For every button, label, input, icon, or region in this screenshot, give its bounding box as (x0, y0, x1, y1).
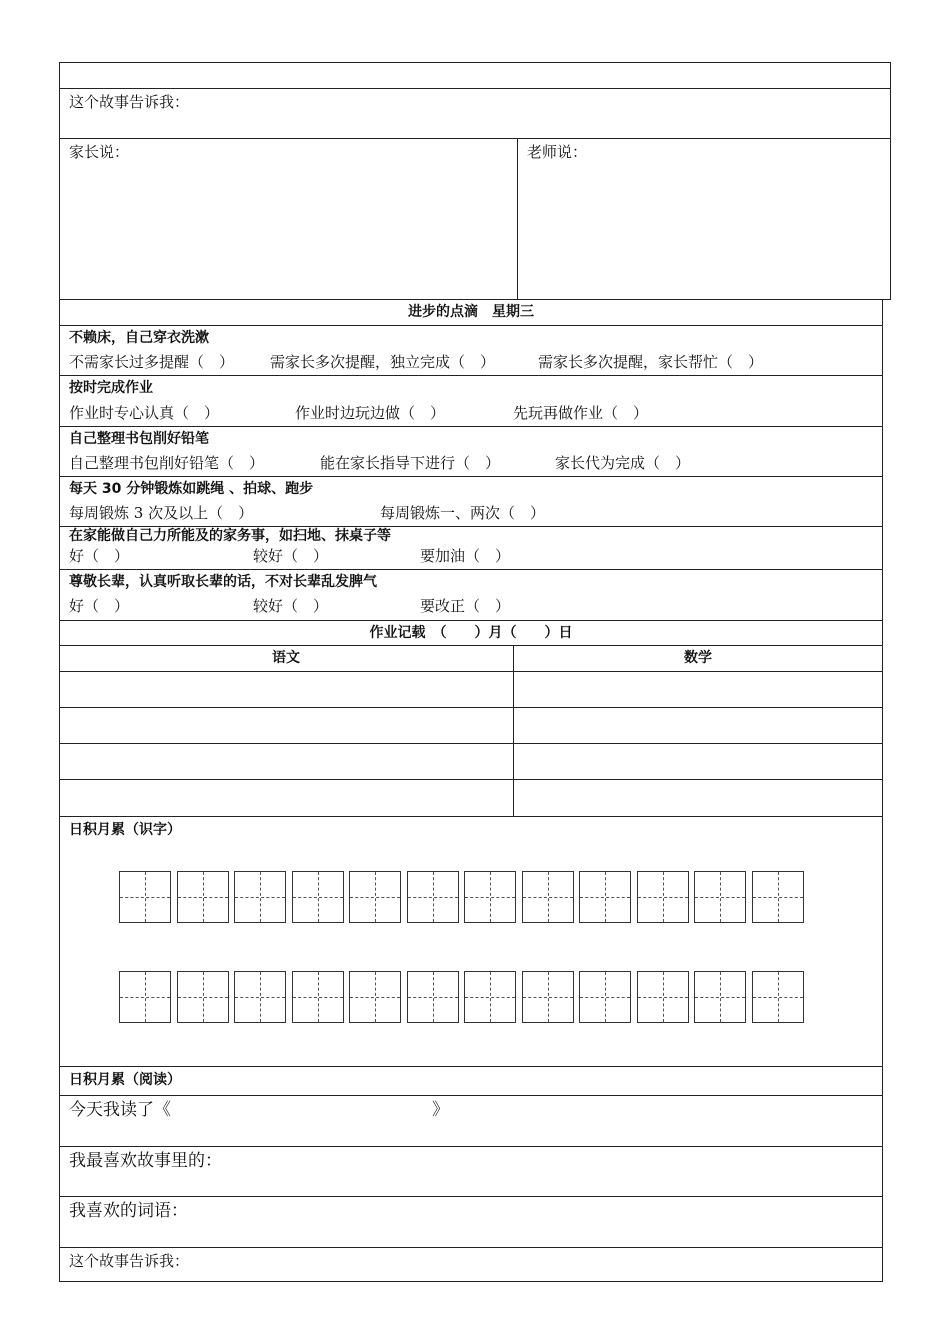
parent-comment-label: 家长说： (69, 143, 130, 161)
option-text: 自己整理书包削好铅笔（ ） (69, 454, 265, 472)
option-text: 要改正（ ） (420, 597, 511, 615)
section-heading: 每天 30 分钟锻炼如跳绳 、拍球、跑步 (69, 481, 314, 497)
option-text: 不需家长过多提醒（ ） (69, 353, 235, 371)
reading-title: 日积月累（阅读） (69, 1072, 181, 1088)
story-lesson-label-top: 这个故事告诉我： (69, 93, 190, 111)
character-box[interactable] (464, 871, 516, 923)
character-box[interactable] (349, 871, 401, 923)
divider (59, 645, 883, 646)
divider (59, 1247, 883, 1248)
book-title-close: 》 (432, 1100, 449, 1120)
option-text: 作业时专心认真（ ） (69, 404, 220, 422)
col-header-chinese: 语文 (272, 650, 300, 666)
divider (59, 325, 883, 326)
option-text: 需家长多次提醒，家长帮忙（ ） (538, 353, 764, 371)
character-box[interactable] (119, 971, 171, 1023)
character-box[interactable] (579, 871, 631, 923)
divider (59, 620, 883, 621)
section-heading: 不赖床，自己穿衣洗漱 (69, 330, 209, 346)
section-heading: 尊敬长辈，认真听取长辈的话，不对长辈乱发脾气 (69, 574, 377, 590)
divider (59, 138, 891, 139)
divider (59, 1066, 883, 1067)
divider (59, 1095, 883, 1096)
character-box[interactable] (407, 871, 459, 923)
section-heading: 按时完成作业 (69, 380, 153, 396)
divider (59, 816, 883, 817)
literacy-title: 日积月累（识字） (69, 822, 181, 838)
character-box[interactable] (694, 971, 746, 1023)
divider (59, 779, 883, 780)
option-text: 好（ ） (69, 547, 130, 565)
progress-title: 进步的点滴 星期三 (408, 304, 534, 320)
character-box[interactable] (694, 871, 746, 923)
option-text: 每周锻炼 3 次及以上（ ） (69, 504, 254, 522)
section-heading: 自己整理书包削好铅笔 (69, 431, 209, 447)
character-box[interactable] (752, 871, 804, 923)
story-lesson-label-bottom: 这个故事告诉我： (69, 1252, 190, 1270)
character-box[interactable] (752, 971, 804, 1023)
character-box[interactable] (292, 871, 344, 923)
character-box[interactable] (522, 971, 574, 1023)
favorite-words-label: 我喜欢的词语： (69, 1201, 188, 1221)
character-box[interactable] (119, 871, 171, 923)
divider (59, 569, 883, 570)
divider (59, 707, 883, 708)
divider (59, 743, 883, 744)
option-text: 作业时边玩边做（ ） (295, 404, 446, 422)
character-box[interactable] (637, 871, 689, 923)
character-box[interactable] (522, 871, 574, 923)
option-text: 较好（ ） (253, 597, 329, 615)
character-box[interactable] (637, 971, 689, 1023)
book-title-open: 今天我读了《 (69, 1100, 171, 1120)
favorite-label: 我最喜欢故事里的： (69, 1151, 222, 1171)
teacher-comment-label: 老师说： (527, 143, 588, 161)
character-box[interactable] (177, 871, 229, 923)
divider (59, 375, 883, 376)
divider (59, 1146, 883, 1147)
section-heading: 在家能做自己力所能及的家务事，如扫地、抹桌子等 (69, 528, 391, 544)
option-text: 较好（ ） (253, 547, 329, 565)
character-box[interactable] (579, 971, 631, 1023)
character-box[interactable] (234, 971, 286, 1023)
character-box[interactable] (177, 971, 229, 1023)
divider (517, 138, 518, 300)
homework-title: 作业记载 （ ）月（ ）日 (369, 625, 573, 641)
option-text: 需家长多次提醒，独立完成（ ） (270, 353, 496, 371)
character-box[interactable] (407, 971, 459, 1023)
option-text: 先玩再做作业（ ） (513, 404, 649, 422)
option-text: 能在家长指导下进行（ ） (320, 454, 501, 472)
character-box[interactable] (234, 871, 286, 923)
character-box[interactable] (349, 971, 401, 1023)
character-box[interactable] (292, 971, 344, 1023)
divider (59, 476, 883, 477)
col-header-math: 数学 (684, 650, 712, 666)
character-box[interactable] (464, 971, 516, 1023)
option-text: 要加油（ ） (420, 547, 511, 565)
option-text: 家长代为完成（ ） (555, 454, 691, 472)
option-text: 每周锻炼一、两次（ ） (380, 504, 546, 522)
option-text: 好（ ） (69, 597, 130, 615)
divider (59, 426, 883, 427)
divider (59, 88, 891, 89)
divider (59, 1196, 883, 1197)
divider (59, 671, 883, 672)
